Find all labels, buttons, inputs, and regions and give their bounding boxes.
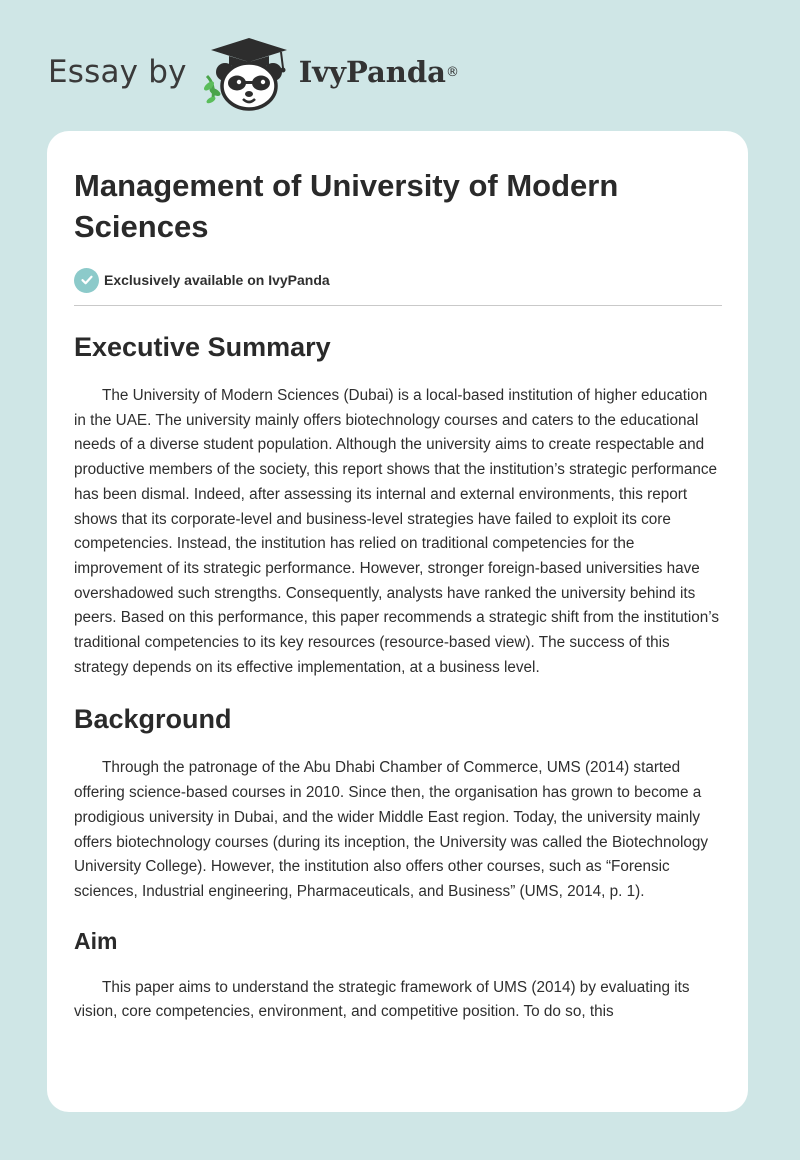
exclusive-badge xyxy=(74,267,722,293)
essay-card xyxy=(47,131,748,1112)
essay-title: Management of University of Modern Sciences xyxy=(74,168,619,244)
section-heading-executive-summary: Executive Summary xyxy=(74,332,331,362)
section-heading-background: Background xyxy=(74,704,232,735)
exclusive-label: Exclusively available on IvyPanda xyxy=(104,272,330,288)
panda-graduate-logo-icon xyxy=(201,32,297,112)
subsection-heading-aim: Aim xyxy=(74,927,118,954)
registered-mark: ® xyxy=(445,64,459,80)
brand-prefix: Essay by xyxy=(48,54,187,90)
aim-paragraph: This paper aims to understand the strategic framework of UMS (2014) by evaluating its vision, core competencies, environment, and competitive position. To do so, this xyxy=(74,978,690,1021)
executive-summary-paragraph: The University of Modern Sciences (Dubai) is a local-based institution of higher education in the UAE. The university mainly offers biotechnology courses and caters to the educational needs of a diverse student population. Although the university aims to create respectable and productive members of the society, this report shows that the institution’s strategic performance has been dismal. Indeed, after assessing its internal and external environments, this report shows that its corporate-level and business-level strategies have failed to exploit its core competencies. Instead, the institution has relied on traditional competencies for the improvement of its strategic performance. However, stronger foreign-based universities have overshadowed such strengths. Consequently, analysts have ranked the university behind its peers. Based on this performance, this paper recommends a strategic shift from the institution’s traditional competencies to its key resources (resource-based view). The success of this strategy depends on its effective implementation, at a business level. xyxy=(74,387,720,676)
title-divider xyxy=(74,305,722,306)
brand-header xyxy=(48,32,459,112)
brand-name: IvyPanda xyxy=(298,55,446,89)
background-paragraph: Through the patronage of the Abu Dhabi Chamber of Commerce, UMS (2014) started offering science-based courses in 2010. Since then, the organisation has grown to become a prodigious university in Dubai, and the wider Middle East region. Today, the university mainly offers biotechnology courses (during its inception, the University was called the Biotechnology University College). However, the institution also offers other courses, such as “Forensic sciences, Industrial engineering, Pharmaceuticals, and Business” (UMS, 2014, p. 1). xyxy=(74,759,709,900)
check-icon xyxy=(74,268,99,293)
essay-content xyxy=(47,131,748,1025)
